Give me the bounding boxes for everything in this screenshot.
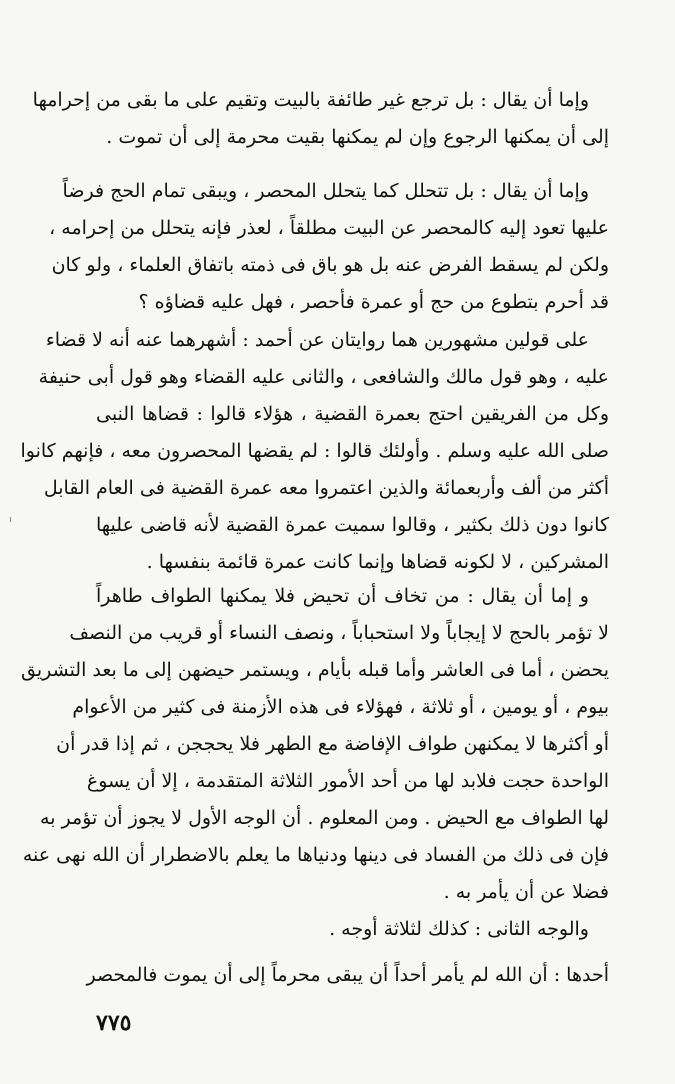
paragraph-line: والوجه الثانى : كذلك لثلاثة أوجه . xyxy=(329,918,589,940)
paragraph-line: فإن فى ذلك من الفساد فى دينها ودنياها ما يعلم بالاضطرار أن الله نهى عنه xyxy=(22,844,609,866)
paragraph-line: فضلا عن أن يأمر به . xyxy=(443,881,609,903)
paragraph-1 xyxy=(32,82,609,156)
paragraph-line: المشركين ، لا لكونه قضاها وإنما كانت عمرة قائمة بنفسها . xyxy=(146,551,609,573)
margin-mark xyxy=(10,517,11,522)
paragraph-line: صلى الله عليه وسلم . وأولئك قالوا : لم يقضها المحصرون معه ، فإنهم كانوا xyxy=(20,440,609,462)
paragraph-line: قد أحرم بتطوع من حج أو عمرة فأحصر ، فهل عليه قضاؤه ؟ xyxy=(138,291,609,313)
paragraph-line: ولكن لم يسقط الفرض عنه بل هو باق فى ذمته باتفاق العلماء ، ولو كان xyxy=(51,254,609,276)
paragraph-line: بيوم ، أو يومين ، أو ثلاثة ، فهؤلاء فى هذه الأزمنة فى كثير من الأعوام xyxy=(72,696,609,718)
paragraph-line: لا تؤمر بالحج لا إيجاباً ولا استحباباً ، ونصف النساء أو قريب من النصف xyxy=(69,622,609,644)
paragraph-line: لها الطواف مع الحيض . ومن المعلوم . أن الوجه الأول لا يجوز أن تؤمر به xyxy=(40,807,609,829)
paragraph-2 xyxy=(49,173,609,321)
paragraph-line: و إما أن يقال : من تخاف أن تحيض فلا يمكنها الطواف طاهراً xyxy=(96,585,589,607)
paragraph-line: عليه ، وهو قول مالك والشافعى ، والثانى عليه القضاء وهو قول أبى حنيفة xyxy=(38,366,609,388)
paragraph-line: إلى أن يمكنها الرجوع وإن لم يمكنها بقيت محرمة إلى أن تموت . xyxy=(106,126,609,148)
paragraph-line: الواحدة حجت فلابد لها من أحد الأمور الثلاثة المتقدمة ، إلا أن يسوغ xyxy=(86,770,609,792)
paragraph-line: وكل من الفريقين احتج بعمرة القضية ، هؤلاء قالوا : قضاها النبى xyxy=(96,403,609,425)
paragraph-line: أو أكثرها لا يمكنهن طواف الإفاضة مع الطهر فلا يحججن ، ثم إذا قدر أن xyxy=(56,733,609,755)
paragraph-line: أحدها : أن الله لم يأمر أحداً أن يبقى محرماً إلى أن يموت فالمحصر xyxy=(86,964,609,986)
paragraph-4 xyxy=(21,578,609,911)
paragraph-6 xyxy=(86,957,609,994)
paragraph-line: وإما أن يقال : بل ترجع غير طائفة بالبيت وتقيم على ما بقى من إحرامها xyxy=(32,89,589,111)
paragraph-line: يحضن ، أما فى العاشر وأما قبله بأيام ، ويستمر حيضهن إلى ما بعد التشريق xyxy=(21,659,609,681)
paragraph-line: أكثر من ألف وأربعمائة والذين اعتمروا معه عمرة القضية فى العام القابل xyxy=(43,477,609,499)
page-number: ٧٧٥ xyxy=(96,1010,132,1036)
paragraph-line: على قولين مشهورين هما روايتان عن أحمد : أشهرهما عنه أنه لا قضاء xyxy=(45,329,589,351)
paragraph-5 xyxy=(96,911,609,948)
paragraph-line: عليها تعود إليه كالمحصر عن البيت مطلقاً ، لعذر فإنه يتحلل من إحرامه ، xyxy=(49,217,609,239)
paragraph-line: وإما أن يقال : بل تتحلل كما يتحلل المحصر ، ويبقى تمام الحج فرضاً xyxy=(62,180,589,202)
paragraph-line: كانوا دون ذلك بكثير ، وقالوا سميت عمرة القضية لأنه قاضى عليها xyxy=(96,514,609,536)
paragraph-3 xyxy=(20,322,609,581)
